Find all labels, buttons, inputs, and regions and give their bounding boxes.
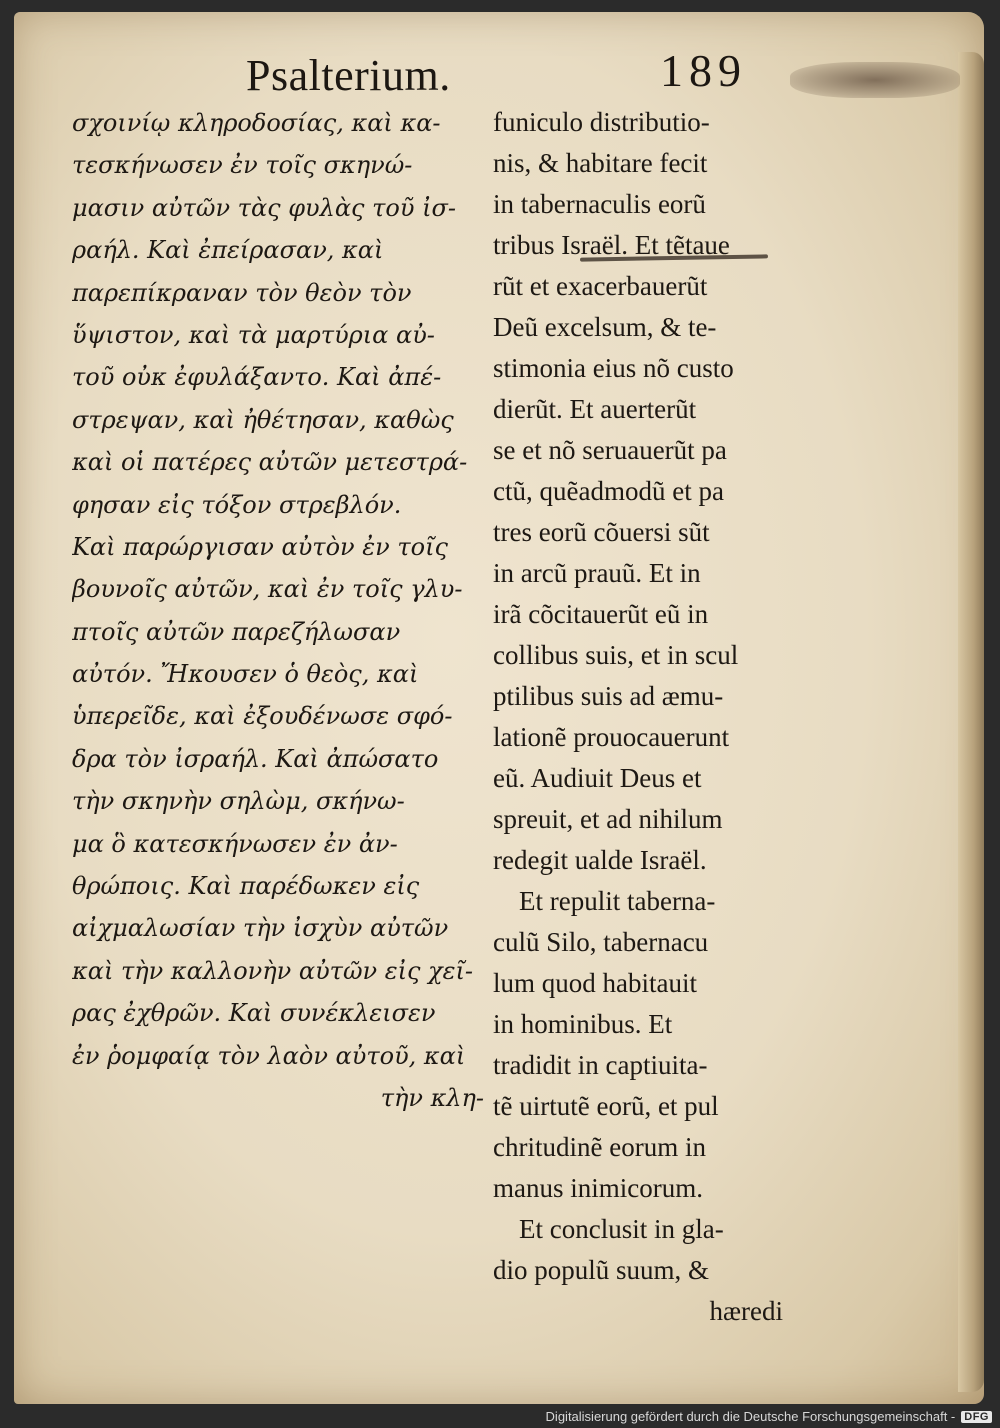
latin-line: ctũ, quẽadmodũ et pa <box>493 476 724 506</box>
greek-text-column <box>72 102 484 1119</box>
latin-line: manus inimicorum. <box>493 1173 703 1203</box>
greek-line: καὶ οἱ πατέρες αὐτῶν μετεστρά- <box>72 448 468 477</box>
latin-line: irã cõcitauerũt eũ in <box>493 599 709 629</box>
greek-line: μα ὃ κατεσκήνωσεν ἐν ἀν- <box>72 829 398 858</box>
latin-line: tres eorũ cõuersi sũt <box>493 517 710 547</box>
greek-line: καὶ τὴν καλλονὴν αὐτῶν εἰς χεῖ- <box>72 956 474 985</box>
latin-line: nis, & habitare fecit <box>493 148 708 178</box>
credit-text: Digitalisierung gefördert durch die Deutsche Forschungsgemeinschaft - <box>545 1409 956 1424</box>
latin-line: se et nõ seruauerũt pa <box>493 435 727 465</box>
latin-catchword: hæredi <box>709 1296 783 1326</box>
greek-line: θρώποις. Καὶ παρέδωκεν εἰς <box>72 872 420 901</box>
greek-line: βουνοῖς αὐτῶν, καὶ ἐν τοῖς γλυ- <box>72 575 463 604</box>
latin-line: Et conclusit in gla- <box>519 1214 724 1244</box>
greek-line: φησαν εἰς τόξον στρεβλόν. <box>72 490 402 519</box>
latin-line: tradidit in captiuita- <box>493 1050 708 1080</box>
greek-line: πτοῖς αὐτῶν παρεζήλωσαν <box>72 617 401 646</box>
latin-line: rũt et exacerbauerũt <box>493 271 708 301</box>
latin-line: dierũt. Et auerterũt <box>493 394 697 424</box>
page-edge <box>958 52 984 1392</box>
latin-line: lum quod habitauit <box>493 968 697 998</box>
latin-line: tribus Israël. Et tẽtaue <box>493 230 730 260</box>
greek-line: σχοινίῳ κληροδοσίας, καὶ κα- <box>72 109 441 137</box>
greek-line: αὐτόν. Ἤκουσεν ὁ θεὸς, καὶ <box>72 660 419 689</box>
greek-line: ὑπερεῖδε, καὶ ἐξουδένωσε σφό- <box>72 702 453 731</box>
greek-line: αἰχμαλωσίαν τὴν ἰσχὺν αὐτῶν <box>72 914 449 943</box>
latin-line: funiculo distributio- <box>493 107 710 137</box>
ink-stain <box>790 62 960 98</box>
latin-line: collibus suis, et in scul <box>493 640 739 670</box>
greek-line: ρας ἐχθρῶν. Καὶ συνέκλεισεν <box>72 999 436 1028</box>
latin-line: redegit ualde Israël. <box>493 845 707 875</box>
digitization-credit <box>546 1409 992 1424</box>
latin-line: eũ. Audiuit Deus et <box>493 763 702 793</box>
latin-line: tẽ uirtutẽ eorũ, et pul <box>493 1091 719 1121</box>
latin-line: ptilibus suis ad æmu- <box>493 681 724 711</box>
greek-catchword: τὴν κλη- <box>380 1083 484 1112</box>
latin-line: in tabernaculis eorũ <box>493 189 706 219</box>
latin-text-column <box>493 102 783 1332</box>
dfg-logo: DFG <box>961 1411 992 1423</box>
greek-line: τὴν σκηνὴν σηλὼμ, σκήνω- <box>72 787 405 816</box>
greek-line: ραήλ. Καὶ ἐπείρασαν, καὶ <box>72 236 384 265</box>
greek-line: ὕψιστον, καὶ τὰ μαρτύρια αὐ- <box>72 320 435 349</box>
latin-line: dio populũ suum, & <box>493 1255 710 1285</box>
greek-line: τοῦ οὐκ ἐφυλάξαντο. Καὶ ἀπέ- <box>72 363 442 392</box>
page-number: 189 <box>660 45 747 96</box>
latin-line: Deũ excelsum, & te- <box>493 312 717 342</box>
latin-line: stimonia eius nõ custo <box>493 353 734 383</box>
greek-line: παρεπίκραναν τὸν θεὸν τὸν <box>72 278 412 307</box>
latin-line: in hominibus. Et <box>493 1009 673 1039</box>
greek-line: ἐν ῥομφαίᾳ τὸν λαὸν αὐτοῦ, καὶ <box>72 1041 466 1070</box>
greek-line: τεσκήνωσεν ἐν τοῖς σκηνώ- <box>72 151 413 180</box>
greek-line: δρα τὸν ἰσραήλ. Καὶ ἀπώσατο <box>72 744 439 773</box>
greek-line: μασιν αὐτῶν τὰς φυλὰς τοῦ ἰσ- <box>72 193 456 222</box>
greek-line: στρεψαν, καὶ ἠθέτησαν, καθὼς <box>72 405 454 434</box>
running-title: Psalterium. <box>246 51 451 100</box>
greek-line: Καὶ παρώργισαν αὐτὸν ἐν τοῖς <box>72 532 448 561</box>
latin-line: Et repulit taberna- <box>519 886 716 916</box>
latin-line: in arcũ prauũ. Et in <box>493 558 701 588</box>
latin-line: spreuit, et ad nihilum <box>493 804 723 834</box>
latin-line: lationẽ prouocauerunt <box>493 722 730 752</box>
latin-line: culũ Silo, tabernacu <box>493 927 709 957</box>
latin-line: chritudinẽ eorum in <box>493 1132 706 1162</box>
